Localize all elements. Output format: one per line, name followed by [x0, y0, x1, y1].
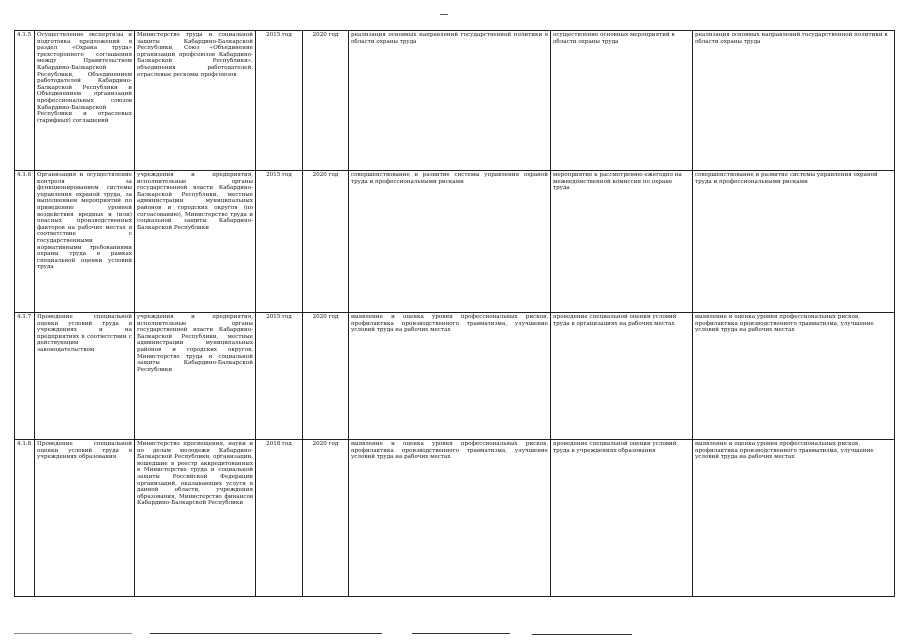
row-number: 4.1.6	[15, 171, 35, 313]
bottom-rule	[14, 633, 132, 634]
end-year: 2020 год	[303, 440, 349, 597]
start-year: 2015 год	[256, 31, 303, 171]
executors: учреждения и предприятия, исполнительные органы государственной власти Кабардино-Балкарской Республики, местные администрации муниципальных районов и городских округов (по согласованию), Министерство труда и социальной защиты Кабардино-Балкарской Республики	[135, 171, 256, 313]
end-year: 2020 год	[303, 31, 349, 171]
executors: Министерство просвещения, науки и по делам молодежи Кабардино-Балкарской Республики, организации, вошедшие в реестр аккредитованных в Министерстве труда и социальной защиты Российской Федерации организаций, оказывающих услуги в данной области, учреждения образования, Министерство финансов Кабардино-Балкарской Республики	[135, 440, 256, 597]
executors: учреждения и предприятия, исполнительные органы государственной власти Кабардино-Балкарской Республики, местные администрации муниципальных районов и городских округов, Министерство труда и социальной защиты Кабардино-Балкарской Республики	[135, 313, 256, 440]
start-year: 2018 год	[256, 440, 303, 597]
executors: Министерство труда и социальной защиты Кабардино-Балкарской Республики, Союз «Объединение организаций профсоюзов Кабардино-Балкарской Республики», объединения работодателей, отраслевые рескомы профсоюзов	[135, 31, 256, 171]
measure-name: Проведение специальной оценки условий труда в учреждениях и на предприятиях в соответствии с действующим законодательством	[35, 313, 135, 440]
measure-name: Организация и осуществление контроля за функционированием системы управления охраной труда, за выполнением мероприятий по приведению уровней воздействия вредных и (или) опасных производственных факторов на рабочих местах в соответствие с государственными нормативными требованиями охраны труда в рамках специальной оценки условий труда	[35, 171, 135, 313]
row-number: 4.1.5	[15, 31, 35, 171]
table-row	[15, 171, 895, 313]
row-number: 4.1.7	[15, 313, 35, 440]
program-link: реализация основных направлений государственной политики в области охраны труда	[693, 31, 895, 171]
indicator: осуществление основных мероприятий в области охраны труда	[551, 31, 693, 171]
program-link: совершенствование и развитие системы управления охраной труда и профессиональными рисками	[693, 171, 895, 313]
start-year: 2015 год	[256, 171, 303, 313]
measure-name: Осуществление экспертизы и подготовка предложений в раздел «Охрана труда» трехстороннего соглашения между Правительством Кабардино-Балкарской Республики, Объединением работодателей Кабардино-Балкарской Республики и Объединением организаций профессиональных союзов Кабардино-Балкарской Республики и отраслевых (тарифных) соглашений	[35, 31, 135, 171]
expected-result: выявление и оценка уровня профессиональных рисков, профилактика производственного травматизма, улучшение условий труда на рабочих местах	[349, 440, 551, 597]
scan-speck	[440, 14, 448, 15]
indicator: мероприятие к рассмотрению ежегодно на межведомственной комиссии по охране труда	[551, 171, 693, 313]
row-number: 4.1.8	[15, 440, 35, 597]
expected-result: выявление и оценка уровня профессиональных рисков, профилактика производственного травматизма, улучшение условий труда на рабочих местах	[349, 313, 551, 440]
measure-name: Проведение специальной оценки условий труда в учреждениях образования	[35, 440, 135, 597]
start-year: 2015 год	[256, 313, 303, 440]
program-link: выявление и оценка уровня профессиональных рисков, профилактика производственного травматизма, улучшение условий труда на рабочих местах	[693, 313, 895, 440]
end-year: 2020 год	[303, 313, 349, 440]
end-year: 2020 год	[303, 171, 349, 313]
table-row	[15, 440, 895, 597]
measures-table	[14, 30, 895, 597]
bottom-rule	[150, 633, 382, 634]
program-link: выявление и оценка уровня профессиональных рисков, профилактика производственного травматизма, улучшение условий труда на рабочих местах	[693, 440, 895, 597]
expected-result: реализация основных направлений государственной политики в области охраны труда	[349, 31, 551, 171]
indicator: проведение специальной оценки условий труда в организациях на рабочих местах	[551, 313, 693, 440]
bottom-rule	[532, 634, 632, 635]
indicator: проведение специальной оценки условий труда в учреждениях образования	[551, 440, 693, 597]
bottom-rule	[412, 633, 510, 634]
expected-result: совершенствование и развитие системы управления охраной труда и профессиональными рисками	[349, 171, 551, 313]
table-row	[15, 313, 895, 440]
table-row	[15, 31, 895, 171]
